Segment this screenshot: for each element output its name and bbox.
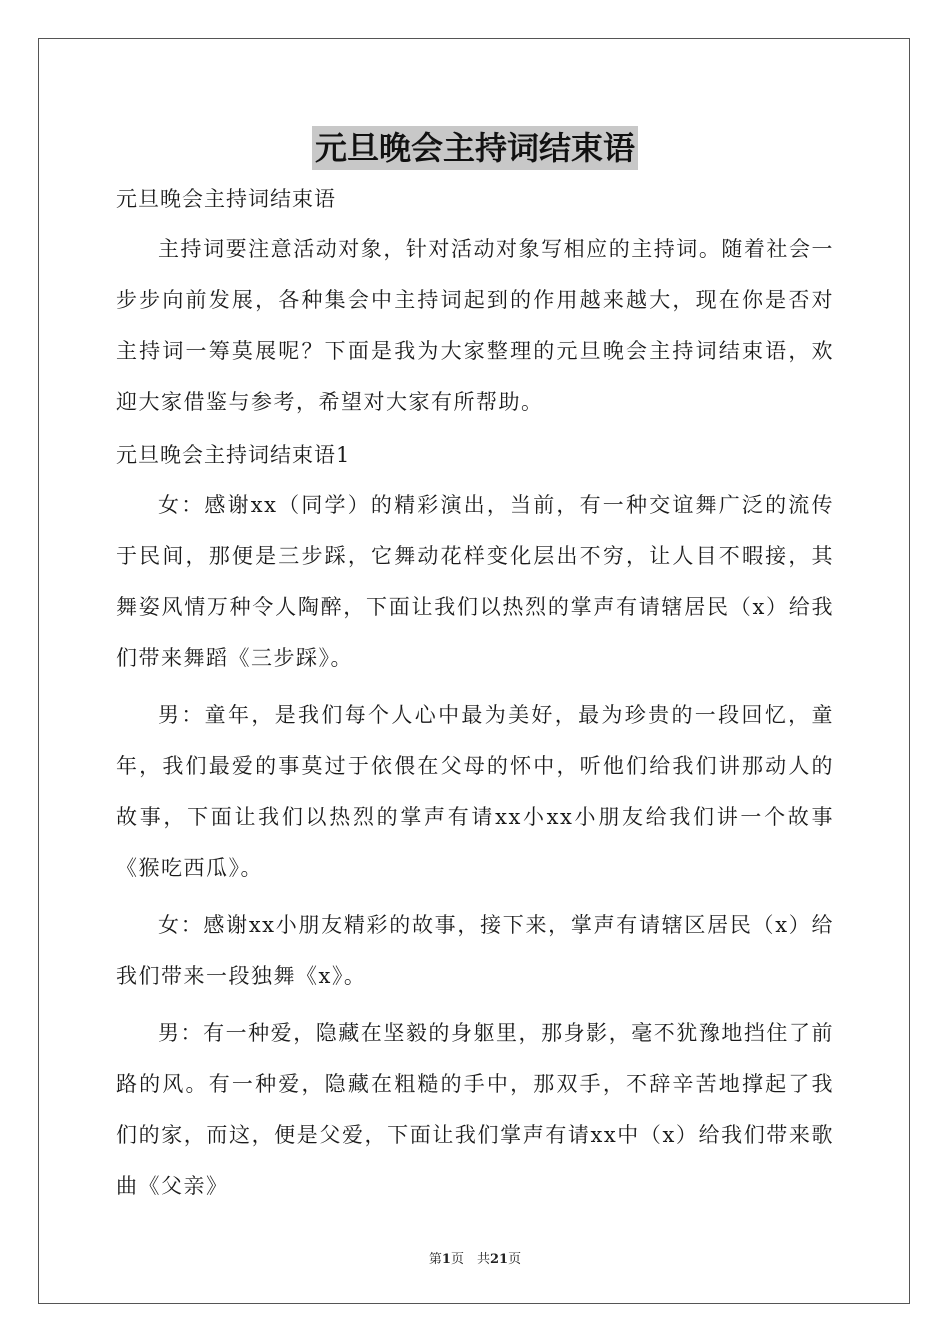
paragraph-4: 男：有一种爱，隐藏在坚毅的身躯里，那身影，毫不犹豫地挡住了前路的风。有一种爱，隐藏在粗糙的手中，那双手，不辞辛苦地撑起了我们的家，而这，便是父爱，下面让我们掌声有请xx中（x）给我们带来歌曲《父亲》	[116, 1021, 834, 1198]
total-pages-number: 21	[489, 1252, 509, 1267]
current-page-number: 1	[441, 1252, 451, 1267]
footer-suffix: 页	[508, 1252, 522, 1267]
footer-mid: 页 共	[450, 1252, 490, 1267]
section-heading: 元旦晚会主持词结束语1	[116, 443, 351, 467]
paragraph-3: 女：感谢xx小朋友精彩的故事，接下来，掌声有请辖区居民（x）给我们带来一段独舞《x》。	[116, 913, 834, 988]
document-subtitle: 元旦晚会主持词结束语	[116, 187, 336, 211]
intro-paragraph: 主持词要注意活动对象，针对活动对象写相应的主持词。随着社会一步步向前发展，各种集会中主持词起到的作用越来越大，现在你是否对主持词一筹莫展呢？下面是我为大家整理的元旦晚会主持词结束语，欢迎大家借鉴与参考，希望对大家有所帮助。	[116, 237, 834, 414]
document-title: 元旦晚会主持词结束语	[312, 126, 638, 170]
document-body	[116, 180, 834, 1212]
footer-prefix: 第	[428, 1252, 442, 1267]
paragraph-1: 女：感谢xx（同学）的精彩演出，当前，有一种交谊舞广泛的流传于民间，那便是三步踩，它舞动花样变化层出不穷，让人目不暇接，其舞姿风情万种令人陶醉，下面让我们以热烈的掌声有请辖居民（x）给我们带来舞蹈《三步踩》。	[116, 493, 834, 670]
page-footer	[0, 1248, 950, 1267]
title-container	[0, 126, 950, 170]
paragraph-2: 男：童年，是我们每个人心中最为美好，最为珍贵的一段回忆，童年，我们最爱的事莫过于依偎在父母的怀中，听他们给我们讲那动人的故事，下面让我们以热烈的掌声有请xx小xx小朋友给我们讲一个故事《猴吃西瓜》。	[116, 703, 834, 880]
